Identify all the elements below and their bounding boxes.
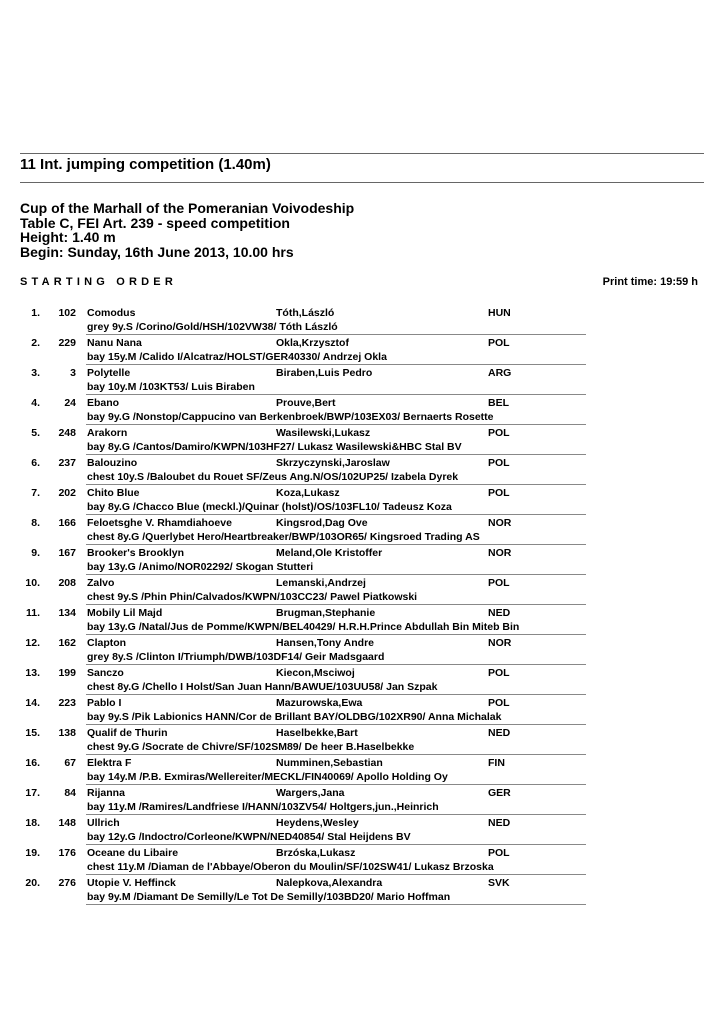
back-number: 208 xyxy=(58,577,76,589)
horse-details: chest 8y.G /Chello I Holst/San Juan Hann/BAWUE/103UU58/ Jan Szpak xyxy=(87,681,438,693)
rider-name: Wargers,Jana xyxy=(276,787,345,799)
rider-name: Kiecon,Msciwoj xyxy=(276,667,355,679)
entry-row xyxy=(31,365,586,395)
start-position: 8. xyxy=(31,517,40,529)
nation-code: NOR xyxy=(488,637,512,649)
horse-name: Ebano xyxy=(87,397,120,409)
horse-details: bay 9y.M /Diamant De Semilly/Le Tot De Semilly/103BD20/ Mario Hoffman xyxy=(87,891,451,903)
horse-name: Feloetsghe V. Rhamdiahoeve xyxy=(87,517,232,529)
horse-name: Zalvo xyxy=(87,577,115,589)
entry-row xyxy=(25,605,586,635)
horse-details: bay 9y.G /Nonstop/Cappucino van Berkenbroek/BWP/103EX03/ Bernaerts Rosette xyxy=(87,411,494,423)
competition-title: 11 Int. jumping competition (1.40m) xyxy=(20,156,271,173)
back-number: 134 xyxy=(58,607,76,619)
horse-name: Rijanna xyxy=(87,787,125,799)
rider-name: Biraben,Luis Pedro xyxy=(276,367,373,379)
rider-name: Okla,Krzysztof xyxy=(276,337,349,349)
horse-name: Utopie V. Heffinck xyxy=(87,877,176,889)
nation-code: NOR xyxy=(488,547,512,559)
entry-row xyxy=(25,815,586,845)
start-position: 6. xyxy=(31,457,40,469)
entry-row xyxy=(25,755,586,785)
rider-name: Brzóska,Lukasz xyxy=(276,847,356,859)
back-number: 138 xyxy=(58,727,76,739)
start-position: 7. xyxy=(31,487,40,499)
start-position: 18. xyxy=(25,817,40,829)
back-number: 24 xyxy=(64,397,76,409)
rider-name: Lemanski,Andrzej xyxy=(276,577,366,589)
start-position: 13. xyxy=(25,667,40,679)
print-time: Print time: 19:59 h xyxy=(602,276,698,288)
entry-row xyxy=(31,305,586,335)
nation-code: POL xyxy=(488,337,510,349)
horse-details: bay 15y.M /Calido I/Alcatraz/HOLST/GER40330/ Andrzej Okla xyxy=(87,351,387,363)
back-number: 3 xyxy=(70,367,76,379)
back-number: 229 xyxy=(58,337,76,349)
competition-info xyxy=(20,201,354,259)
back-number: 102 xyxy=(58,307,76,319)
table-rule: Table C, FEI Art. 239 - speed competition xyxy=(20,214,290,231)
horse-name: Ullrich xyxy=(87,817,120,829)
nation-code: BEL xyxy=(488,397,509,409)
start-position: 12. xyxy=(25,637,40,649)
nation-code: POL xyxy=(488,697,510,709)
nation-code: POL xyxy=(488,457,510,469)
nation-code: POL xyxy=(488,487,510,499)
start-position: 10. xyxy=(25,577,40,589)
horse-details: bay 8y.G /Chacco Blue (meckl.)/Quinar (holst)/OS/103FL10/ Tadeusz Koza xyxy=(87,501,452,513)
start-position: 19. xyxy=(25,847,40,859)
cup-name: Cup of the Marhall of the Pomeranian Voivodeship xyxy=(20,200,355,216)
entry-row xyxy=(31,425,586,455)
start-position: 11. xyxy=(25,607,40,619)
back-number: 202 xyxy=(58,487,76,499)
nation-code: NOR xyxy=(488,517,512,529)
horse-details: bay 12y.G /Indoctro/Corleone/KWPN/NED40854/ Stal Heijdens BV xyxy=(87,831,411,843)
horse-details: chest 11y.M /Diaman de l'Abbaye/Oberon du Moulin/SF/102SW41/ Lukasz Brzoska xyxy=(87,861,494,873)
begin-line: Begin: Sunday, 16th June 2013, 10.00 hrs xyxy=(20,243,294,260)
height-line: Height: 1.40 m xyxy=(20,229,116,245)
horse-name: Clapton xyxy=(87,637,127,649)
back-number: 237 xyxy=(58,457,76,469)
horse-name: Polytelle xyxy=(87,367,131,379)
horse-details: bay 14y.M /P.B. Exmiras/Wellereiter/MECKL/FIN40069/ Apollo Holding Oy xyxy=(87,771,448,783)
horse-name: Chito Blue xyxy=(87,487,140,499)
horse-details: chest 9y.G /Socrate de Chivre/SF/102SM89/ De heer B.Haselbekke xyxy=(87,741,415,753)
rider-name: Koza,Lukasz xyxy=(276,487,340,499)
horse-name: Sanczo xyxy=(87,667,124,679)
nation-code: POL xyxy=(488,427,510,439)
rider-name: Prouve,Bert xyxy=(276,397,336,409)
entry-row xyxy=(25,725,586,755)
entry-row xyxy=(25,635,586,665)
start-position: 17. xyxy=(25,787,40,799)
rider-name: Nalepkova,Alexandra xyxy=(276,877,383,889)
nation-code: SVK xyxy=(488,877,510,889)
nation-code: NED xyxy=(488,607,511,619)
horse-details: bay 13y.G /Animo/NOR02292/ Skogan Stutteri xyxy=(87,561,314,573)
rider-name: Wasilewski,Lukasz xyxy=(276,427,371,439)
nation-code: HUN xyxy=(488,307,511,319)
start-position: 15. xyxy=(25,727,40,739)
entry-row xyxy=(25,845,586,875)
rider-name: Tóth,László xyxy=(276,307,335,319)
start-position: 16. xyxy=(25,757,40,769)
top-divider xyxy=(20,153,704,154)
title-divider xyxy=(20,182,704,183)
horse-details: grey 8y.S /Clinton I/Triumph/DWB/103DF14/ Geir Madsgaard xyxy=(87,651,385,663)
entry-row xyxy=(31,335,586,365)
start-position: 3. xyxy=(31,367,40,379)
back-number: 167 xyxy=(58,547,76,559)
back-number: 162 xyxy=(58,637,76,649)
rider-name: Numminen,Sebastian xyxy=(276,757,383,769)
entry-row xyxy=(25,665,586,695)
back-number: 199 xyxy=(58,667,76,679)
start-position: 9. xyxy=(31,547,40,559)
rider-name: Mazurowska,Ewa xyxy=(276,697,363,709)
entry-row xyxy=(31,545,586,575)
nation-code: FIN xyxy=(488,757,505,769)
start-position: 14. xyxy=(25,697,40,709)
back-number: 223 xyxy=(58,697,76,709)
back-number: 276 xyxy=(58,877,76,889)
back-number: 148 xyxy=(58,817,76,829)
nation-code: POL xyxy=(488,847,510,859)
horse-name: Arakorn xyxy=(87,427,128,439)
nation-code: NED xyxy=(488,817,511,829)
horse-name: Balouzino xyxy=(87,457,138,469)
entry-row xyxy=(25,785,586,815)
horse-details: chest 8y.G /Querlybet Hero/Heartbreaker/BWP/103OR65/ Kingsroed Trading AS xyxy=(87,531,480,543)
nation-code: POL xyxy=(488,667,510,679)
horse-details: bay 10y.M /103KT53/ Luis Biraben xyxy=(87,381,255,393)
nation-code: ARG xyxy=(488,367,512,379)
horse-name: Nanu Nana xyxy=(87,337,142,349)
entry-row xyxy=(31,455,586,485)
start-position: 1. xyxy=(31,307,40,319)
horse-details: bay 9y.S /Pik Labionics HANN/Cor de Brillant BAY/OLDBG/102XR90/ Anna Michalak xyxy=(87,711,502,723)
start-position: 20. xyxy=(25,877,40,889)
back-number: 248 xyxy=(58,427,76,439)
back-number: 67 xyxy=(64,757,76,769)
nation-code: POL xyxy=(488,577,510,589)
rider-name: Skrzyczynski,Jaroslaw xyxy=(276,457,390,469)
horse-name: Brooker's Brooklyn xyxy=(87,547,185,559)
nation-code: GER xyxy=(488,787,511,799)
horse-details: chest 10y.S /Baloubet du Rouet SF/Zeus Ang.N/OS/102UP25/ Izabela Dyrek xyxy=(87,471,459,483)
back-number: 84 xyxy=(64,787,76,799)
entry-row xyxy=(25,695,586,725)
entry-row xyxy=(31,515,586,545)
rider-name: Heydens,Wesley xyxy=(276,817,359,829)
start-position: 4. xyxy=(31,397,40,409)
entry-row xyxy=(31,485,586,515)
horse-name: Elektra F xyxy=(87,757,132,769)
back-number: 166 xyxy=(58,517,76,529)
horse-name: Mobily Lil Majd xyxy=(87,607,163,619)
back-number: 176 xyxy=(58,847,76,859)
horse-name: Pablo I xyxy=(87,697,122,709)
rider-name: Brugman,Stephanie xyxy=(276,607,376,619)
starting-order-heading: STARTING ORDER xyxy=(20,276,177,288)
horse-name: Qualif de Thurin xyxy=(87,727,168,739)
horse-details: grey 9y.S /Corino/Gold/HSH/102VW38/ Tóth László xyxy=(87,321,338,333)
rider-name: Haselbekke,Bart xyxy=(276,727,358,739)
entry-row xyxy=(31,395,586,425)
horse-name: Oceane du Libaire xyxy=(87,847,179,859)
starting-order-list xyxy=(0,305,725,905)
rider-name: Kingsrod,Dag Ove xyxy=(276,517,368,529)
start-position: 5. xyxy=(31,427,40,439)
rider-name: Meland,Ole Kristoffer xyxy=(276,547,383,559)
nation-code: NED xyxy=(488,727,511,739)
horse-details: bay 8y.G /Cantos/Damiro/KWPN/103HF27/ Lukasz Wasilewski&HBC Stal BV xyxy=(87,441,462,453)
horse-details: bay 13y.G /Natal/Jus de Pomme/KWPN/BEL40429/ H.R.H.Prince Abdullah Bin Miteb Bin xyxy=(87,621,520,633)
rider-name: Hansen,Tony Andre xyxy=(276,637,375,649)
entry-row xyxy=(25,875,586,905)
horse-details: chest 9y.S /Phin Phin/Calvados/KWPN/103CC23/ Pawel Piatkowski xyxy=(87,591,418,603)
entry-row xyxy=(25,575,586,605)
horse-name: Comodus xyxy=(87,307,136,319)
start-position: 2. xyxy=(31,337,40,349)
horse-details: bay 11y.M /Ramires/Landfriese I/HANN/103ZV54/ Holtgers,jun.,Heinrich xyxy=(87,801,439,813)
